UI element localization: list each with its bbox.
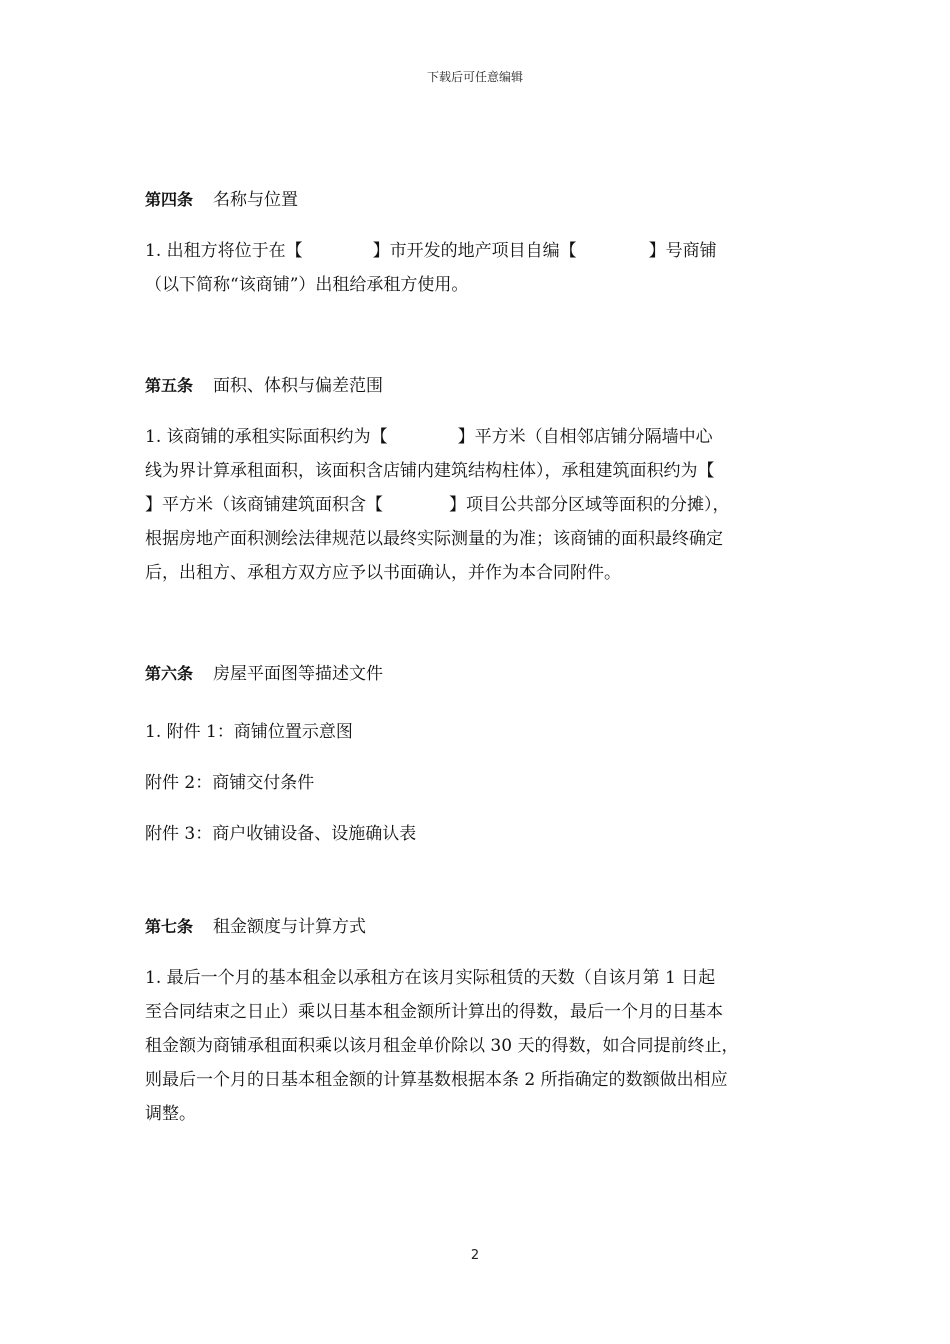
line-text: 1. 最后一个月的基本租金以承租方在该月实际租赁的天数（自该月第 1 日起 bbox=[145, 968, 716, 988]
article-heading bbox=[145, 664, 383, 684]
line-text: 】平方米（自相邻店铺分隔墙中心 bbox=[457, 427, 713, 447]
article-paragraph bbox=[145, 420, 810, 590]
page-header: 下载后可任意编辑 bbox=[426, 70, 523, 84]
line-text: 】号商铺 bbox=[648, 241, 717, 261]
line-text: 1. 该商铺的承租实际面积约为【 bbox=[145, 427, 388, 447]
attachment-item bbox=[145, 707, 810, 758]
article-heading bbox=[145, 190, 298, 210]
line-text: 后，出租方、承租方双方应予以书面确认，并作为本合同附件。 bbox=[145, 563, 621, 583]
article-title: 面积、体积与偏差范围 bbox=[213, 376, 384, 396]
line-text: 根据房地产面积测绘法律规范以最终实际测量的为准；该商铺的面积最终确定 bbox=[145, 529, 723, 549]
line-text: （以下简称“该商铺”）出租给承租方使用。 bbox=[145, 275, 469, 295]
line-text: 】市开发的地产项目自编【 bbox=[372, 241, 577, 261]
paragraph-line bbox=[145, 522, 810, 556]
article-title: 租金额度与计算方式 bbox=[213, 917, 367, 937]
paragraph-line bbox=[145, 995, 810, 1029]
line-text: 租金额为商铺承租面积乘以该月租金单价除以 30 天的得数，如合同提前终止， bbox=[145, 1036, 739, 1056]
line-text: 1. 出租方将位于在【 bbox=[145, 241, 303, 261]
line-text: 附件 2：商铺交付条件 bbox=[145, 773, 315, 793]
article-title: 名称与位置 bbox=[213, 190, 299, 210]
article-title: 房屋平面图等描述文件 bbox=[213, 664, 384, 684]
paragraph-line bbox=[145, 1029, 810, 1063]
line-text: 则最后一个月的日基本租金额的计算基数根据本条 2 所指确定的数额做出相应 bbox=[145, 1070, 728, 1090]
article-paragraph bbox=[145, 234, 810, 302]
paragraph-line bbox=[145, 1063, 810, 1097]
line-text: 】平方米（该商铺建筑面积含【 bbox=[145, 495, 383, 515]
article-number: 第五条 bbox=[145, 376, 194, 395]
article-heading bbox=[145, 917, 366, 937]
article-heading bbox=[145, 376, 383, 396]
paragraph-line bbox=[145, 420, 810, 454]
line-text: 附件 3：商户收铺设备、设施确认表 bbox=[145, 824, 417, 844]
article-paragraph bbox=[145, 961, 810, 1131]
paragraph-line bbox=[145, 961, 810, 995]
attachment-item bbox=[145, 809, 810, 860]
paragraph-line bbox=[145, 234, 810, 268]
paragraph-line bbox=[145, 268, 810, 302]
line-text: 线为界计算承租面积，该面积含店铺内建筑结构柱体），承租建筑面积约为【 bbox=[145, 461, 715, 481]
paragraph-line bbox=[145, 454, 810, 488]
line-text: 至合同结束之日止）乘以日基本租金额所计算出的得数，最后一个月的日基本 bbox=[145, 1002, 723, 1022]
page-number: 2 bbox=[470, 1248, 480, 1263]
paragraph-line bbox=[145, 488, 810, 522]
paragraph-line bbox=[145, 556, 810, 590]
article-paragraph bbox=[145, 707, 810, 860]
paragraph-line bbox=[145, 1097, 810, 1131]
article-number: 第六条 bbox=[145, 664, 194, 683]
line-text: 调整。 bbox=[145, 1104, 196, 1124]
line-text: 】项目公共部分区域等面积的分摊）， bbox=[449, 495, 730, 515]
article-number: 第七条 bbox=[145, 917, 194, 936]
line-text: 1. 附件 1：商铺位置示意图 bbox=[145, 722, 353, 742]
article-number: 第四条 bbox=[145, 190, 194, 209]
attachment-item bbox=[145, 758, 810, 809]
